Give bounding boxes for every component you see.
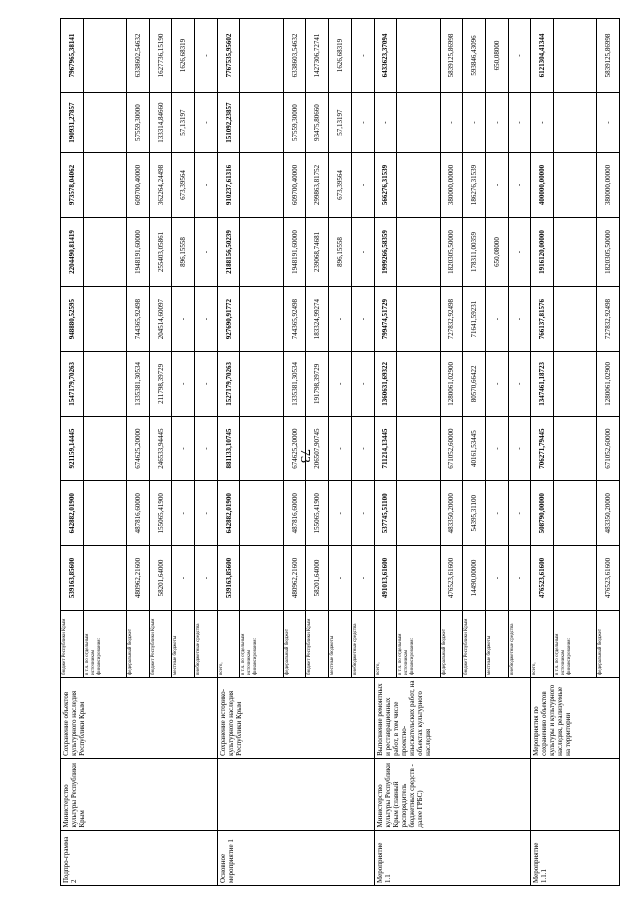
value-cell: 480962,21600 [127,546,150,611]
row-c3: Сохранение историко-культурного наследия Республики Крым [217,677,374,758]
funding-source: бюджет Республики Крым [149,610,172,677]
value-cell: 5839125,86998 [440,19,463,93]
value-cell: 1335381,30534 [283,351,306,416]
value-cell: 744365,92498 [127,287,150,352]
value-cell [240,153,283,218]
table-row [531,19,554,886]
value-cell: 566276,31539 [374,153,397,218]
row-c3: Выполнение ремонтных и реставрационных работ, в том числе проектно-изыскательских работ, на объектах культурного наследия [374,677,531,758]
value-cell: 1916120,00000 [531,217,554,286]
value-cell: - [351,93,374,153]
value-cell: 1360631,69322 [374,351,397,416]
value-cell [397,19,440,93]
value-cell: - [351,287,374,352]
value-cell: 1347461,18723 [531,351,554,416]
value-cell: 483350,20000 [440,481,463,546]
page-number: 73 [297,449,312,463]
value-cell: - [172,351,195,416]
value-cell [240,287,283,352]
value-cell [397,351,440,416]
value-cell: 476523,61600 [531,546,554,611]
table-row [61,19,84,886]
value-cell [553,287,596,352]
value-cell: - [485,351,508,416]
value-cell [240,546,283,611]
value-cell [240,217,283,286]
budget-table [60,18,620,886]
funding-source: местные бюджеты [172,610,195,677]
funding-source: в т.ч. по отдельным источникам финансирования: [240,610,283,677]
funding-source: всего, [217,610,240,677]
value-cell: - [508,217,531,286]
value-cell [83,93,126,153]
value-cell: - [508,153,531,218]
value-cell: 650,08000 [485,19,508,93]
value-cell: 1627736,15190 [149,19,172,93]
value-cell [397,217,440,286]
value-cell: 896,15558 [172,217,195,286]
value-cell: - [195,19,218,93]
value-cell: 57,13197 [329,93,352,153]
value-cell: 1547179,70263 [61,351,84,416]
value-cell [553,351,596,416]
value-cell: 71641,59231 [463,287,486,352]
funding-source: в т.ч. по отдельным источникам финансирования: [553,610,596,677]
value-cell: 671052,60000 [440,416,463,481]
value-cell: 6338603,54632 [283,19,306,93]
value-cell: - [508,416,531,481]
funding-source: всего, [531,610,554,677]
value-cell: 673,39564 [172,153,195,218]
value-cell: 1626,68319 [329,19,352,93]
funding-source: федеральный бюджет [440,610,463,677]
value-cell: - [329,481,352,546]
value-cell: 727832,92498 [597,287,620,352]
value-cell: 910237,61316 [217,153,240,218]
value-cell: 57559,30000 [283,93,306,153]
value-cell: 191798,39729 [306,351,329,416]
funding-source: внебюджетные средства [508,610,531,677]
value-cell: 5839125,86998 [597,19,620,93]
value-cell: 476523,61600 [440,546,463,611]
value-cell: 1820305,50000 [440,217,463,286]
value-cell: 6338602,54632 [127,19,150,93]
value-cell: - [351,481,374,546]
value-cell: 155065,41900 [149,481,172,546]
value-cell: 650,08000 [485,217,508,286]
value-cell [397,416,440,481]
funding-source: в т.ч. по отдельным источникам финансирования: [83,610,126,677]
value-cell: 6433623,37094 [374,19,397,93]
value-cell: - [329,416,352,481]
row-c1: Мероприятие 1.1.1 [531,830,620,885]
value-cell: 642882,01900 [217,481,240,546]
row-c3: Сохранение объектов культурного наследия Республики Крым [61,677,218,758]
value-cell: - [329,287,352,352]
value-cell: 58201,64000 [149,546,172,611]
value-cell: 2188156,50239 [217,217,240,286]
value-cell: 57,13197 [172,93,195,153]
value-cell [397,153,440,218]
value-cell: 183324,99274 [306,287,329,352]
funding-source: внебюджетные средства [351,610,374,677]
value-cell: - [195,351,218,416]
value-cell: 6121304,41344 [531,19,554,93]
value-cell: 896,15558 [329,217,352,286]
value-cell: - [172,416,195,481]
value-cell [240,481,283,546]
value-cell: 674625,20000 [283,416,306,481]
value-cell: 706271,79445 [531,416,554,481]
value-cell: - [485,93,508,153]
value-cell: 54395,31100 [463,481,486,546]
value-cell: 727832,92498 [440,287,463,352]
row-c2 [217,758,374,830]
funding-source: бюджет Республики Крым [306,610,329,677]
value-cell: 1280061,02900 [597,351,620,416]
value-cell: - [351,351,374,416]
value-cell: - [508,481,531,546]
value-cell: - [172,481,195,546]
value-cell [83,481,126,546]
value-cell [553,19,596,93]
row-c3: Мероприятия по сохранению объектов культуры и культурного наследия, реализуемые на территории [531,677,620,758]
value-cell: 400000,00000 [531,153,554,218]
value-cell: 1820305,50000 [597,217,620,286]
value-cell: 973578,04062 [61,153,84,218]
value-cell: 211798,39729 [149,351,172,416]
value-cell: 539163,85600 [61,546,84,611]
value-cell: 491013,61600 [374,546,397,611]
value-cell [83,217,126,286]
value-cell [553,546,596,611]
value-cell: 206507,90745 [306,416,329,481]
value-cell: 766137,81576 [531,287,554,352]
row-c2 [531,758,620,830]
value-cell [83,153,126,218]
value-cell: 40161,53445 [463,416,486,481]
value-cell: 476523,61600 [597,546,620,611]
value-cell [83,287,126,352]
value-cell: 204514,60097 [149,287,172,352]
value-cell: - [508,19,531,93]
value-cell: 609700,40000 [127,153,150,218]
funding-source: местные бюджеты [329,610,352,677]
value-cell: - [329,546,352,611]
value-cell: - [508,93,531,153]
value-cell: - [195,153,218,218]
row-c1: Мероприятие 1.1 [374,830,531,885]
value-cell: - [195,546,218,611]
value-cell: 1948191,60000 [283,217,306,286]
value-cell: 674625,20000 [127,416,150,481]
value-cell: 80570,66422 [463,351,486,416]
value-cell: 58201,64000 [306,546,329,611]
funding-source: бюджет Республики Крым [61,610,84,677]
value-cell: 7967965,38141 [61,19,84,93]
value-cell [397,546,440,611]
value-cell [240,416,283,481]
value-cell [553,153,596,218]
value-cell: 255403,05861 [149,217,172,286]
value-cell: 744365,92498 [283,287,306,352]
value-cell: - [195,287,218,352]
value-cell: 921159,14445 [61,416,84,481]
value-cell: 2204490,81419 [61,217,84,286]
value-cell: - [195,93,218,153]
value-cell: - [351,416,374,481]
table-row [374,19,397,886]
value-cell: 948880,52595 [61,287,84,352]
value-cell: 14490,00000 [463,546,486,611]
value-cell: 380000,00000 [440,153,463,218]
value-cell [240,19,283,93]
value-cell: 1427306,72741 [306,19,329,93]
value-cell: 1626,68319 [172,19,195,93]
row-c2: Министерство культуры Республики Крым (главный распорядитель бюджетных средств - далее ГРБС) [374,758,531,830]
funding-source: федеральный бюджет [597,610,620,677]
value-cell: - [440,93,463,153]
value-cell: - [463,93,486,153]
value-cell: 609700,40000 [283,153,306,218]
value-cell: - [351,217,374,286]
value-cell: - [351,19,374,93]
value-cell: - [172,546,195,611]
value-cell: - [508,546,531,611]
value-cell: - [195,416,218,481]
value-cell: 246533,94445 [149,416,172,481]
value-cell: 508790,00000 [531,481,554,546]
value-cell: 537745,51100 [374,481,397,546]
value-cell: 1527179,70263 [217,351,240,416]
value-cell: - [508,287,531,352]
value-cell: - [195,481,218,546]
value-cell: - [485,416,508,481]
value-cell: 673,39564 [329,153,352,218]
funding-source: местные бюджеты [485,610,508,677]
value-cell [553,416,596,481]
value-cell: 593846,43096 [463,19,486,93]
value-cell: 93475,80660 [306,93,329,153]
value-cell: 711214,13445 [374,416,397,481]
value-cell: 1948191,60000 [127,217,150,286]
value-cell: - [172,287,195,352]
funding-source: федеральный бюджет [283,610,306,677]
value-cell: - [508,351,531,416]
row-c2: Министерство культуры Республики Крым [61,758,218,830]
value-cell: 881133,10745 [217,416,240,481]
value-cell [83,19,126,93]
value-cell: 155065,41900 [306,481,329,546]
value-cell [397,287,440,352]
value-cell [83,546,126,611]
value-cell: - [597,93,620,153]
funding-source: федеральный бюджет [127,610,150,677]
value-cell [397,481,440,546]
value-cell: - [485,481,508,546]
value-cell: 178311,00359 [463,217,486,286]
value-cell: 133314,84660 [149,93,172,153]
value-cell [240,351,283,416]
value-cell: 186276,31539 [463,153,486,218]
value-cell [83,351,126,416]
value-cell: 487816,60000 [127,481,150,546]
value-cell: - [351,546,374,611]
value-cell: 151092,23857 [217,93,240,153]
table-row [217,19,240,886]
value-cell [553,217,596,286]
value-cell: 642882,01900 [61,481,84,546]
funding-source: бюджет Республики Крым [463,610,486,677]
funding-source: всего, [374,610,397,677]
value-cell: 487816,60000 [283,481,306,546]
value-cell [397,93,440,153]
value-cell [553,481,596,546]
value-cell: - [485,287,508,352]
value-cell [83,416,126,481]
value-cell: - [351,153,374,218]
value-cell: 480962,21600 [283,546,306,611]
value-cell: - [374,93,397,153]
value-cell [553,93,596,153]
value-cell: 1335381,30534 [127,351,150,416]
funding-source: внебюджетные средства [195,610,218,677]
funding-source: в т.ч. по отдельным источникам финансирования: [397,610,440,677]
value-cell: 483350,20000 [597,481,620,546]
value-cell: 299863,81752 [306,153,329,218]
value-cell: 362264,24498 [149,153,172,218]
value-cell: 799474,51729 [374,287,397,352]
table-container [60,18,620,886]
value-cell: 927690,91772 [217,287,240,352]
row-c1: Подпро-грамма 2 [61,830,218,885]
row-c1: Основное мероприятие 1 [217,830,374,885]
value-cell: 190931,27857 [61,93,84,153]
value-cell: 1999266,58359 [374,217,397,286]
value-cell: - [195,217,218,286]
value-cell: 539163,85600 [217,546,240,611]
value-cell: - [329,351,352,416]
value-cell: 57559,30000 [127,93,150,153]
value-cell [240,93,283,153]
value-cell: - [485,546,508,611]
value-cell: 239068,74681 [306,217,329,286]
value-cell: 671052,60000 [597,416,620,481]
value-cell: - [485,153,508,218]
value-cell: - [531,93,554,153]
value-cell: 380000,00000 [597,153,620,218]
value-cell: 1280061,02900 [440,351,463,416]
value-cell: 7767535,95602 [217,19,240,93]
